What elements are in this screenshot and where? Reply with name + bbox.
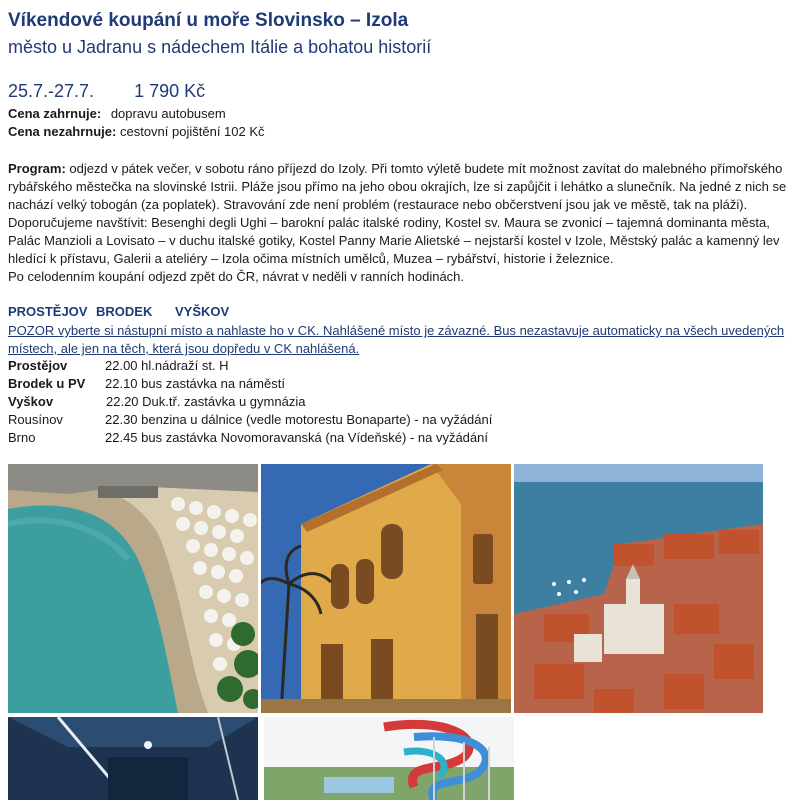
beach-aerial-photo: [8, 464, 258, 713]
stop-place: Prostějov: [8, 358, 68, 373]
palace-photo: [261, 464, 511, 713]
boarding-notice: POZOR vyberte si nástupní místo a nahlaste ho v CK. Nahlášené místo je závazné. Bus nezastavuje automaticky na všech uvedených místech, ale jen na těch, která jsou dopředu v CK nahlášená.: [8, 323, 785, 356]
included-value: dopravu autobusem: [110, 106, 226, 121]
excluded-label: Cena nezahrnuje:: [8, 124, 117, 139]
trip-price: 1 790 Kč: [134, 81, 206, 101]
stop-place: Brodek u PV: [8, 376, 86, 391]
program-paragraph: [8, 160, 793, 268]
program-label: Program:: [8, 161, 66, 176]
excluded-value: cestovní pojištění 102 Kč: [119, 124, 265, 139]
included-label: Cena zahrnuje:: [8, 106, 102, 121]
program-text: odjezd v pátek večer, v sobotu ráno příjezd do Izoly. Při tomto výletě budete mít možnost zavítat do malebného přímořského rybářského městečka na slovinské Istrii. Pláže jsou přímo na jeho obou okrajích, lze si zapůjčit i lehátko a slunečník. Na jedné z nich se nachází velký tobogán (za poplatek). Stravování zde není problém (restaurace nebo občerstvení jsou jak ve městě, tak na pláži). Doporučujeme navštívit: Besenghi degli Ughi – barokní palác italské rodiny, Kostel sv. Maura se zvonicí – tajemná dominanta města, Palác Manzioli a Lovisato – v duchu italské gotiky, Kostel Panny Marie Alietské – nejstarší kostel v Izole, Městský palác a kamenný lev hledící k přístavu, Galerii a ateliéry – Izola očima místních umělců, Muzea – rybářství, historie i železnice.: [8, 161, 787, 266]
stop-place: Rousínov: [8, 412, 63, 427]
stop-detail: 22.00 hl.nádraží st. H: [105, 358, 229, 373]
price-included: [8, 105, 226, 123]
town-aerial-photo: [514, 464, 763, 713]
stop-place: Brno: [8, 430, 36, 445]
stop-detail: 22.30 benzina u dálnice (vedle motorestu Bonaparte) - na vyžádání: [105, 412, 493, 427]
stop-detail: 22.10 bus zastávka na náměstí: [105, 376, 285, 391]
page-title: Víkendové koupání u moře Slovinsko – Izola: [8, 10, 409, 31]
page-subtitle: město u Jadranu s nádechem Itálie a bohatou historií: [8, 37, 432, 57]
route-town-prostejov: PROSTĚJOV: [8, 304, 88, 319]
price-excluded: [8, 123, 265, 141]
stop-detail: 22.45 bus zastávka Novomoravanská (na Vídeňské) - na vyžádání: [105, 430, 488, 445]
route-header: [8, 304, 229, 319]
interior-photo: [8, 717, 258, 800]
stop-place: Vyškov: [8, 394, 54, 409]
program-return: Po celodenním koupání odjezd zpět do ČR, návrat v neděli v ranních hodinách.: [8, 269, 465, 284]
route-town-vyskov: VYŠKOV: [175, 304, 230, 319]
waterslide-photo: [264, 717, 514, 800]
program-section: [8, 160, 793, 286]
stop-detail: 22.20 Duk.tř. zastávka u gymnázia: [106, 394, 306, 409]
date-price-line: [8, 81, 205, 102]
trip-dates: 25.7.-27.7.: [8, 81, 95, 101]
route-town-brodek: BRODEK: [96, 304, 153, 319]
